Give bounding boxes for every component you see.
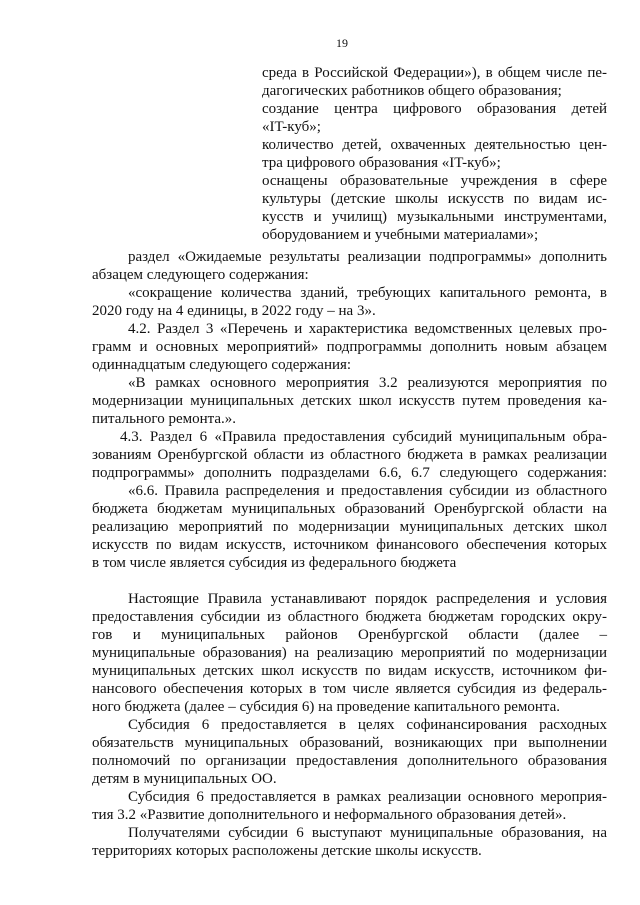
text-line: 2020 году на 4 единицы, в 2022 году – на 3». — [92, 303, 376, 319]
text-line: гов и муниципальных районов Оренбургской области (далее – — [92, 627, 607, 643]
list-line: создание центра цифрового образования детей — [262, 101, 607, 117]
text-line: «сокращение количества зданий, требующих капитального ремонта, в — [128, 285, 607, 301]
text-line: «6.6. Правила распределения и предоставления субсидии из областного — [128, 483, 607, 499]
text-line: подпрограммы» дополнить подразделами 6.6, 6.7 следующего содержания: — [92, 465, 607, 481]
text-line: тия 3.2 «Развитие дополнительного и неформального образования детей». — [92, 807, 567, 823]
list-line: дагогических работников общего образования; — [262, 83, 562, 99]
list-line: оборудованием и учебными материалами»; — [262, 227, 539, 243]
text-line: грамм и основных мероприятий» подпрограммы дополнить новым абзацем — [92, 339, 607, 355]
text-line: модернизации муниципальных детских школ искусств путем проведения ка- — [92, 393, 607, 409]
text-line: Получателями субсидии 6 выступают муниципальные образования, на — [128, 825, 607, 841]
list-line: тра цифрового образования «IT-куб»; — [262, 155, 501, 171]
page-number: 19 — [336, 36, 348, 50]
text-line: ного бюджета (далее – субсидия 6) на проведение капитального ремонта. — [92, 699, 561, 715]
text-line: в том числе является субсидия из федерального бюджета — [92, 555, 457, 571]
text-line: питального ремонта.». — [92, 411, 237, 427]
text-line: реализацию мероприятий по модернизации муниципальных детских школ — [92, 519, 607, 535]
text-line: нансового обеспечения которых в том числе является субсидия из федераль- — [92, 681, 607, 697]
text-line: детям в муниципальных ОО. — [92, 771, 277, 787]
text-line: искусств по видам искусств, источником финансового обеспечения которых — [92, 537, 607, 553]
list-line: культуры (детские школы искусств по видам ис- — [262, 191, 607, 207]
list-line: «IT-куб»; — [262, 119, 321, 135]
list-line: среда в Российской Федерации»), в общем числе пе- — [262, 65, 607, 81]
text-line: одиннадцатым следующего содержания: — [92, 357, 352, 373]
text-line: муниципальных детских школ искусств по видам искусств, источником фи- — [92, 663, 607, 679]
list-line: количество детей, охваченных деятельностью цен- — [262, 137, 607, 153]
text-line: «В рамках основного мероприятия 3.2 реализуются мероприятия по — [128, 375, 607, 391]
text-line: территориях которых расположены детские школы искусств. — [92, 843, 482, 859]
text-line: бюджета бюджетам муниципальных образований Оренбургской области на — [92, 501, 607, 517]
text-line: предоставления субсидии из областного бюджета бюджетам городских окру- — [92, 609, 607, 625]
text-line: раздел «Ожидаемые результаты реализации подпрограммы» дополнить — [128, 249, 607, 265]
text-line: Субсидия 6 предоставляется в целях софинансирования расходных — [128, 717, 607, 733]
text-line: обязательств муниципальных образований, возникающих при выполнении — [92, 735, 607, 751]
text-line: абзацем следующего содержания: — [92, 267, 309, 283]
text-line: Настоящие Правила устанавливают порядок распределения и условия — [128, 591, 607, 607]
text-line: Субсидия 6 предоставляется в рамках реализации основного мероприя- — [128, 789, 607, 805]
text-line: полномочий по организации предоставления дополнительного образования — [92, 753, 607, 769]
list-line: оснащены образовательные учреждения в сфере — [262, 173, 607, 189]
text-line: муниципальные образования) на реализацию мероприятий по модернизации — [92, 645, 607, 661]
list-line: кусств и училищ) музыкальными инструментами, — [262, 209, 607, 225]
text-line: зованиям Оренбургской области из областного бюджета в рамках реализации — [92, 447, 607, 463]
text-line: 4.3. Раздел 6 «Правила предоставления субсидий муниципальным обра- — [120, 429, 607, 445]
text-line: 4.2. Раздел 3 «Перечень и характеристика ведомственных целевых про- — [128, 321, 607, 337]
